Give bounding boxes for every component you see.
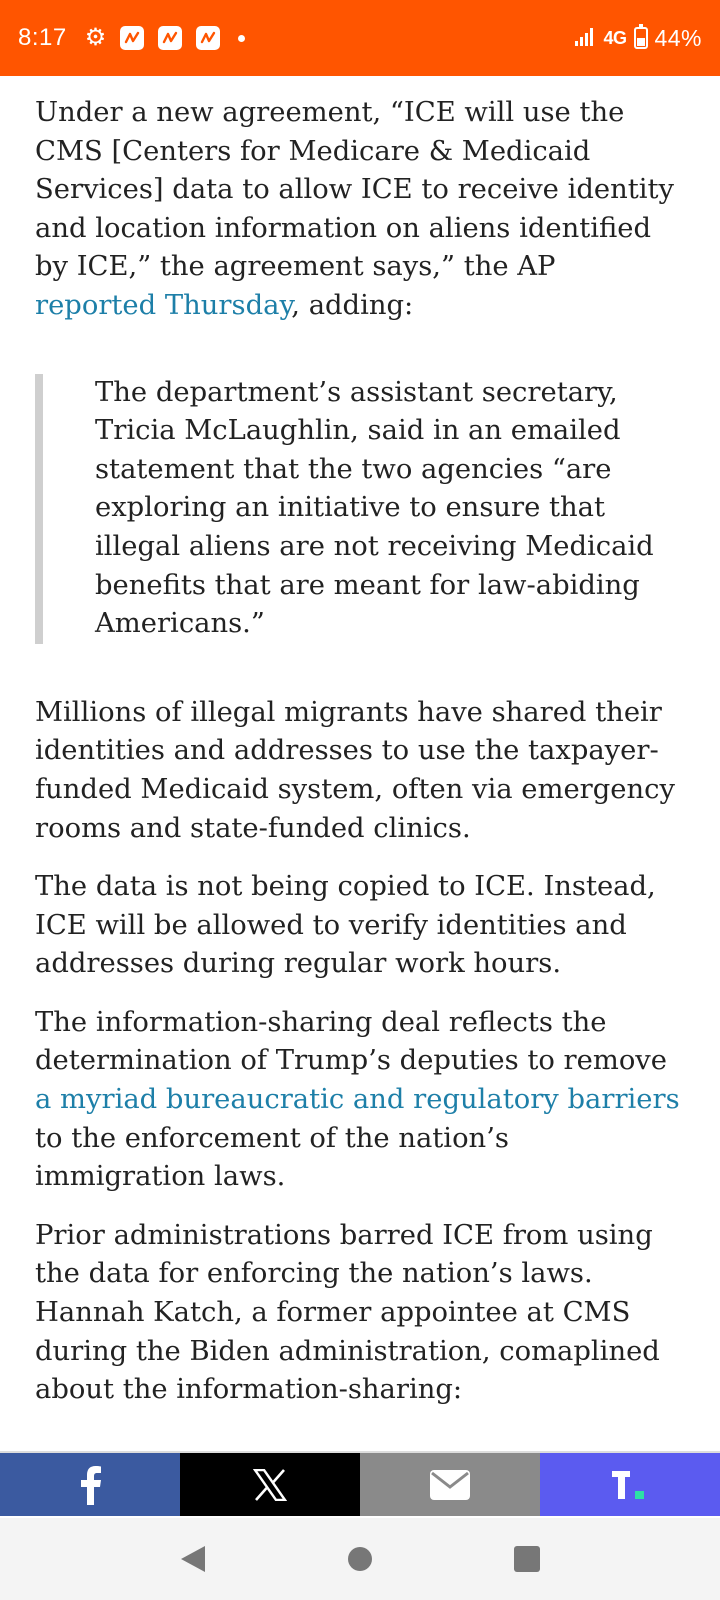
settings-gear-icon: ⚙ <box>84 24 107 51</box>
back-icon <box>179 1544 207 1574</box>
article-paragraph: Millions of illegal migrants have shared their identities and addresses to use the taxpayer-funded Medicaid system, often via emergency rooms and state-funded clinics. <box>35 696 675 844</box>
quote-text: The department’s assistant secretary, Tricia McLaughlin, said in an emailed statement that the two agencies “are exploring an initiative to ensure that illegal aliens are not receiving Medicaid benefits that are meant for law-abiding Americans.” <box>95 376 654 640</box>
barriers-link[interactable]: a myriad bureaucratic and regulatory barriers <box>35 1084 680 1116</box>
share-truthsocial-button[interactable] <box>540 1453 720 1516</box>
share-bar <box>0 1451 720 1516</box>
back-button[interactable] <box>163 1529 223 1589</box>
app-notification-icon <box>158 26 182 50</box>
share-x-button[interactable] <box>180 1453 360 1516</box>
recents-button[interactable] <box>497 1529 557 1589</box>
status-time: 8:17 <box>18 24 67 51</box>
facebook-icon <box>77 1465 103 1505</box>
truthsocial-icon <box>610 1469 650 1501</box>
recents-icon <box>514 1546 540 1572</box>
battery-percent: 44% <box>654 24 702 51</box>
system-nav-bar <box>0 1518 720 1600</box>
app-notification-icon <box>196 26 220 50</box>
blockquote <box>35 374 685 644</box>
article-paragraph: The information-sharing deal reflects the determination of Trump’s deputies to remove a myriad bureaucratic and regulatory barriers to the enforcement of the nation’s immigration laws. <box>35 1006 680 1193</box>
x-icon <box>253 1469 287 1501</box>
share-facebook-button[interactable] <box>0 1453 180 1516</box>
home-icon <box>347 1546 373 1572</box>
email-icon <box>430 1470 470 1500</box>
share-email-button[interactable] <box>360 1453 540 1516</box>
status-bar <box>0 0 720 76</box>
reported-thursday-link[interactable]: reported Thursday <box>35 289 292 321</box>
app-notification-icon <box>120 26 144 50</box>
article-paragraph: Under a new agreement, “ICE will use the CMS [Centers for Medicare & Medicaid Services] data to allow ICE to receive identity and location information on aliens identified by ICE,” the agreement says,” the AP reported Thursday, adding: <box>35 97 674 321</box>
more-notifications-dot-icon <box>238 35 245 42</box>
article-paragraph: Prior administrations barred ICE from using the data for enforcing the nation’s laws. Hannah Katch, a former appointee at CMS during the Biden administration, comaplined about the information-sharing: <box>35 1219 660 1406</box>
signal-icon <box>575 26 597 51</box>
home-button[interactable] <box>330 1529 390 1589</box>
article-body <box>35 94 685 1430</box>
battery-icon <box>634 27 648 49</box>
article-paragraph: The data is not being copied to ICE. Instead, ICE will be allowed to verify identities and addresses during regular work hours. <box>35 871 656 980</box>
network-type: 4G <box>603 27 627 48</box>
